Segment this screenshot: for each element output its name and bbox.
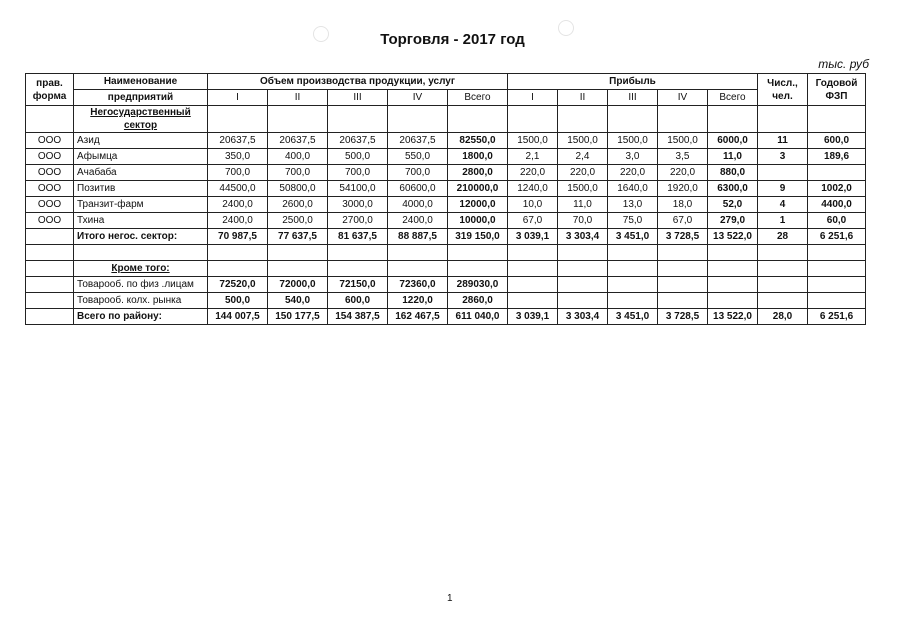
company-row <box>26 213 866 229</box>
subtotal-r4: 3 728,5 <box>658 229 708 245</box>
header-prod-q4: IV <box>388 90 448 106</box>
payroll-cell: 600,0 <box>808 133 866 149</box>
header-profit-q2: II <box>558 90 608 106</box>
production-total-cell: 210000,0 <box>448 181 508 197</box>
header-prod-total: Всего <box>448 90 508 106</box>
empty-cell <box>808 277 866 293</box>
employees-cell: 9 <box>758 181 808 197</box>
empty-cell <box>708 277 758 293</box>
production-p1-cell: 700,0 <box>208 165 268 181</box>
profit-r4-cell: 18,0 <box>658 197 708 213</box>
payroll-cell: 60,0 <box>808 213 866 229</box>
header-profit-total: Всего <box>708 90 758 106</box>
company-name-cell: Позитив <box>74 181 208 197</box>
profit-r2-cell: 11,0 <box>558 197 608 213</box>
company-row <box>26 181 866 197</box>
empty-cell <box>608 293 658 309</box>
production-total-cell: 12000,0 <box>448 197 508 213</box>
subtotal-r2: 3 303,4 <box>558 229 608 245</box>
legal-form-cell: ООО <box>26 181 74 197</box>
empty-cell <box>508 293 558 309</box>
header-profit-q3: III <box>608 90 658 106</box>
production-p4-cell: 550,0 <box>388 149 448 165</box>
production-p3-cell: 20637,5 <box>328 133 388 149</box>
subtotal-r1: 3 039,1 <box>508 229 558 245</box>
production-p1-cell: 350,0 <box>208 149 268 165</box>
subtotal-rtotal: 13 522,0 <box>708 229 758 245</box>
payroll-cell: 1002,0 <box>808 181 866 197</box>
subtotal-p4: 88 887,5 <box>388 229 448 245</box>
company-name-cell: Ачабаба <box>74 165 208 181</box>
turnover-p4-cell: 72360,0 <box>388 277 448 293</box>
empty-cell <box>658 277 708 293</box>
company-row <box>26 133 866 149</box>
header-employees: Числ., чел. <box>758 74 808 106</box>
employees-cell: 3 <box>758 149 808 165</box>
company-rows <box>26 133 866 229</box>
subtotal-r3: 3 451,0 <box>608 229 658 245</box>
grand-total-r1: 3 039,1 <box>508 309 558 325</box>
production-p2-cell: 2600,0 <box>268 197 328 213</box>
production-total-cell: 82550,0 <box>448 133 508 149</box>
profit-r4-cell: 220,0 <box>658 165 708 181</box>
profit-r2-cell: 2,4 <box>558 149 608 165</box>
profit-total-cell: 11,0 <box>708 149 758 165</box>
production-p1-cell: 2400,0 <box>208 197 268 213</box>
legal-form-cell <box>26 293 74 309</box>
employees-cell: 4 <box>758 197 808 213</box>
profit-r2-cell: 220,0 <box>558 165 608 181</box>
scan-smudge-mark <box>558 20 574 36</box>
profit-total-cell: 52,0 <box>708 197 758 213</box>
payroll-cell <box>808 165 866 181</box>
grand-total-p2: 150 177,5 <box>268 309 328 325</box>
profit-r1-cell: 67,0 <box>508 213 558 229</box>
production-p3-cell: 2700,0 <box>328 213 388 229</box>
profit-r1-cell: 1240,0 <box>508 181 558 197</box>
turnover-p2-cell: 72000,0 <box>268 277 328 293</box>
turnover-p1-cell: 500,0 <box>208 293 268 309</box>
header-name-line2: предприятий <box>74 90 208 106</box>
empty-cell <box>758 293 808 309</box>
additional-turnover-row <box>26 277 866 293</box>
grand-total-employees: 28,0 <box>758 309 808 325</box>
production-p2-cell: 20637,5 <box>268 133 328 149</box>
profit-r2-cell: 1500,0 <box>558 181 608 197</box>
employees-cell: 1 <box>758 213 808 229</box>
profit-r3-cell: 13,0 <box>608 197 658 213</box>
profit-r3-cell: 220,0 <box>608 165 658 181</box>
header-production: Объем производства продукции, услуг <box>208 74 508 90</box>
turnover-name-cell: Товарооб. колх. рынка <box>74 293 208 309</box>
turnover-p3-cell: 600,0 <box>328 293 388 309</box>
profit-r4-cell: 1500,0 <box>658 133 708 149</box>
empty-cell <box>758 277 808 293</box>
production-p4-cell: 700,0 <box>388 165 448 181</box>
employees-cell: 11 <box>758 133 808 149</box>
empty-cell <box>658 293 708 309</box>
grand-total-p1: 144 007,5 <box>208 309 268 325</box>
company-row <box>26 149 866 165</box>
turnover-ptotal-cell: 2860,0 <box>448 293 508 309</box>
employees-cell <box>758 165 808 181</box>
legal-form-cell: ООО <box>26 213 74 229</box>
company-row <box>26 197 866 213</box>
profit-r3-cell: 1500,0 <box>608 133 658 149</box>
company-row <box>26 165 866 181</box>
profit-r3-cell: 3,0 <box>608 149 658 165</box>
grand-total-payroll: 6 251,6 <box>808 309 866 325</box>
grand-total-ptotal: 611 040,0 <box>448 309 508 325</box>
production-p1-cell: 44500,0 <box>208 181 268 197</box>
production-total-cell: 2800,0 <box>448 165 508 181</box>
empty-cell <box>808 293 866 309</box>
subtotal-p1: 70 987,5 <box>208 229 268 245</box>
scan-smudge-mark <box>313 26 329 42</box>
header-form: прав. форма <box>26 74 74 106</box>
production-p3-cell: 500,0 <box>328 149 388 165</box>
subtotal-p2: 77 637,5 <box>268 229 328 245</box>
units-label: тыс. руб <box>818 57 869 71</box>
turnover-p3-cell: 72150,0 <box>328 277 388 293</box>
header-row-bottom <box>26 90 866 106</box>
turnover-p4-cell: 1220,0 <box>388 293 448 309</box>
production-total-cell: 1800,0 <box>448 149 508 165</box>
legal-form-cell: ООО <box>26 133 74 149</box>
production-p2-cell: 50800,0 <box>268 181 328 197</box>
profit-r1-cell: 220,0 <box>508 165 558 181</box>
section-row-besides <box>26 261 866 277</box>
empty-cell <box>708 293 758 309</box>
grand-total-label: Всего по району: <box>74 309 208 325</box>
production-p1-cell: 20637,5 <box>208 133 268 149</box>
profit-r2-cell: 1500,0 <box>558 133 608 149</box>
production-total-cell: 10000,0 <box>448 213 508 229</box>
company-name-cell: Афымца <box>74 149 208 165</box>
turnover-p2-cell: 540,0 <box>268 293 328 309</box>
additional-turnover-row <box>26 293 866 309</box>
subtotal-row <box>26 229 866 245</box>
profit-total-cell: 880,0 <box>708 165 758 181</box>
turnover-p1-cell: 72520,0 <box>208 277 268 293</box>
profit-r1-cell: 2,1 <box>508 149 558 165</box>
legal-form-cell: ООО <box>26 197 74 213</box>
profit-total-cell: 6300,0 <box>708 181 758 197</box>
trade-report-table <box>25 73 866 325</box>
subtotal-payroll: 6 251,6 <box>808 229 866 245</box>
section-non-state-label: Негосударственный сектор <box>74 106 208 133</box>
grand-total-rtotal: 13 522,0 <box>708 309 758 325</box>
header-profit-q4: IV <box>658 90 708 106</box>
section-row-non-state <box>26 106 866 133</box>
empty-cell <box>508 277 558 293</box>
header-prod-q2: II <box>268 90 328 106</box>
production-p4-cell: 20637,5 <box>388 133 448 149</box>
empty-cell <box>558 293 608 309</box>
legal-form-cell: ООО <box>26 149 74 165</box>
production-p3-cell: 3000,0 <box>328 197 388 213</box>
company-name-cell: Тхина <box>74 213 208 229</box>
profit-r1-cell: 10,0 <box>508 197 558 213</box>
profit-r3-cell: 75,0 <box>608 213 658 229</box>
header-name-line1: Наименование <box>74 74 208 90</box>
profit-r4-cell: 1920,0 <box>658 181 708 197</box>
turnover-ptotal-cell: 289030,0 <box>448 277 508 293</box>
production-p4-cell: 4000,0 <box>388 197 448 213</box>
profit-r4-cell: 3,5 <box>658 149 708 165</box>
legal-form-cell: ООО <box>26 165 74 181</box>
blank-row <box>26 245 866 261</box>
payroll-cell: 4400,0 <box>808 197 866 213</box>
grand-total-r4: 3 728,5 <box>658 309 708 325</box>
section-besides-label: Кроме того: <box>74 261 208 277</box>
header-payroll: Годовой ФЗП <box>808 74 866 106</box>
grand-total-p3: 154 387,5 <box>328 309 388 325</box>
profit-total-cell: 279,0 <box>708 213 758 229</box>
header-prod-q1: I <box>208 90 268 106</box>
subtotal-p3: 81 637,5 <box>328 229 388 245</box>
production-p2-cell: 2500,0 <box>268 213 328 229</box>
grand-total-p4: 162 467,5 <box>388 309 448 325</box>
extra-rows <box>26 277 866 309</box>
profit-r3-cell: 1640,0 <box>608 181 658 197</box>
empty-cell <box>558 277 608 293</box>
production-p2-cell: 400,0 <box>268 149 328 165</box>
production-p2-cell: 700,0 <box>268 165 328 181</box>
profit-r2-cell: 70,0 <box>558 213 608 229</box>
document-title: Торговля - 2017 год <box>380 31 525 48</box>
subtotal-label: Итого негос. сектор: <box>74 229 208 245</box>
header-profit-q1: I <box>508 90 558 106</box>
production-p3-cell: 700,0 <box>328 165 388 181</box>
company-name-cell: Азид <box>74 133 208 149</box>
production-p3-cell: 54100,0 <box>328 181 388 197</box>
payroll-cell: 189,6 <box>808 149 866 165</box>
empty-cell <box>608 277 658 293</box>
production-p4-cell: 2400,0 <box>388 213 448 229</box>
grand-total-r2: 3 303,4 <box>558 309 608 325</box>
page-number: 1 <box>447 593 453 604</box>
profit-r4-cell: 67,0 <box>658 213 708 229</box>
subtotal-ptotal: 319 150,0 <box>448 229 508 245</box>
subtotal-employees: 28 <box>758 229 808 245</box>
legal-form-cell <box>26 277 74 293</box>
grand-total-row <box>26 309 866 325</box>
production-p4-cell: 60600,0 <box>388 181 448 197</box>
turnover-name-cell: Товарооб. по физ .лицам <box>74 277 208 293</box>
production-p1-cell: 2400,0 <box>208 213 268 229</box>
header-profit: Прибыль <box>508 74 758 90</box>
header-prod-q3: III <box>328 90 388 106</box>
profit-r1-cell: 1500,0 <box>508 133 558 149</box>
grand-total-r3: 3 451,0 <box>608 309 658 325</box>
company-name-cell: Транзит-фарм <box>74 197 208 213</box>
header-row-top <box>26 74 866 90</box>
profit-total-cell: 6000,0 <box>708 133 758 149</box>
